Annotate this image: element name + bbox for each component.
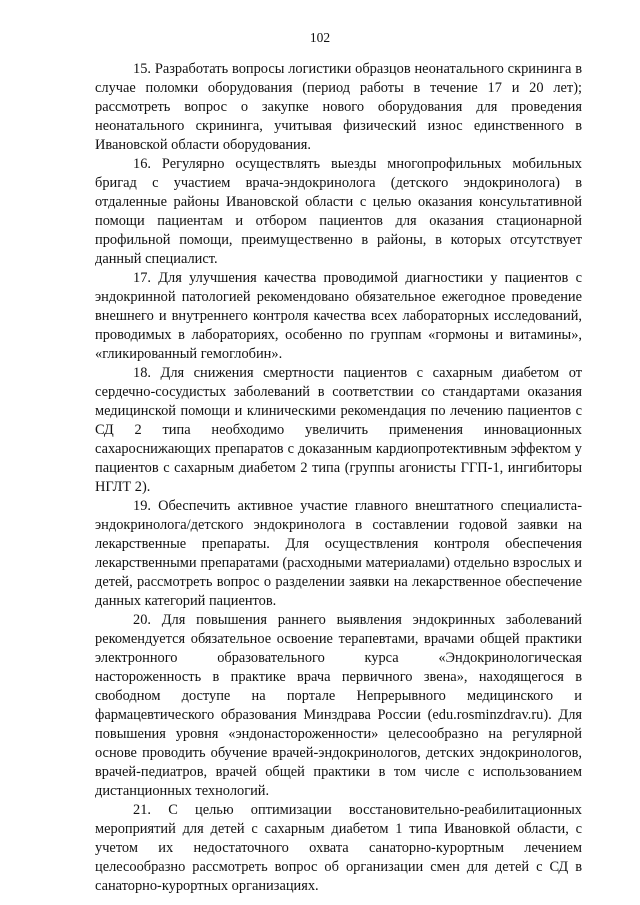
paragraph-16: 16. Регулярно осуществлять выезды многопрофильных мобильных бригад с участием врача-эндокринолога (детского эндокринолога) в отдаленные районы Ивановской области с целью оказания консультативной помощи пациентам и отбором пациентов для оказания стационарной профильной помощи, преимущественно в районы, в которых отсутствует данный специалист. bbox=[95, 156, 582, 267]
paragraph-20: 20. Для повышения раннего выявления эндокринных заболеваний рекомендуется обязательное освоение терапевтами, врачами общей практики электронного образовательного курса «Эндокринологическая настороженность в практике врача первичного звена», находящегося в свободном доступе на портале Непрерывного медицинского и фармацевтического образования Минздрава России (edu.rosminzdrav.ru). Для повышения уровня «эндонастороженности» целесообразно на регулярной основе проводить обучение врачей-эндокринологов, детских эндокринологов, врачей-педиатров, врачей общей практики в том числе с использованием дистанционных технологий. bbox=[95, 612, 582, 799]
paragraph-21: 21. С целью оптимизации восстановительно-реабилитационных мероприятий для детей с сахарным диабетом 1 типа Ивановкой области, с учетом их недостаточного охвата санаторно-курортным лечением целесообразно рассмотреть вопрос об организации смен для детей с СД в санаторно-курортных организациях. bbox=[95, 802, 582, 894]
document-body bbox=[95, 60, 582, 896]
paragraph-17: 17. Для улучшения качества проводимой диагностики у пациентов с эндокринной патологией рекомендовано обязательное ежегодное проведение внешнего и внутреннего контроля качества всех лабораторных исследований, проводимых в лабораториях, особенно по группам «гормоны и витамины», «гликированный гемоглобин». bbox=[95, 270, 582, 362]
paragraph-15: 15. Разработать вопросы логистики образцов неонатального скрининга в случае поломки оборудования (период работы в течение 17 и 20 лет); рассмотреть вопрос о закупке нового оборудования для проведения неонатального скрининга, учитывая физический износ единственного в Ивановской области оборудования. bbox=[95, 61, 582, 153]
paragraph-18: 18. Для снижения смертности пациентов с сахарным диабетом от сердечно-сосудистых заболеваний в соответствии со стандартами оказания медицинской помощи и клиническими рекомендация по лечению пациентов с СД 2 типа необходимо увеличить применения инновационных сахароснижающих препаратов с доказанным кардиопротективным эффектом у пациентов с сахарным диабетом 2 типа (группы агонисты ГГП-1, ингибиторы НГЛТ 2). bbox=[95, 365, 582, 495]
page-number: 102 bbox=[309, 30, 331, 45]
paragraph-19: 19. Обеспечить активное участие главного внештатного специалиста-эндокринолога/детского эндокринолога в составлении годовой заявки на лекарственные препараты. Для осуществления контроля обеспечения лекарственными препаратами (расходными материалами) отдельно взрослых и детей, рассмотреть вопрос о разделении заявки на лекарственное обеспечение данных категорий пациентов. bbox=[95, 498, 582, 609]
